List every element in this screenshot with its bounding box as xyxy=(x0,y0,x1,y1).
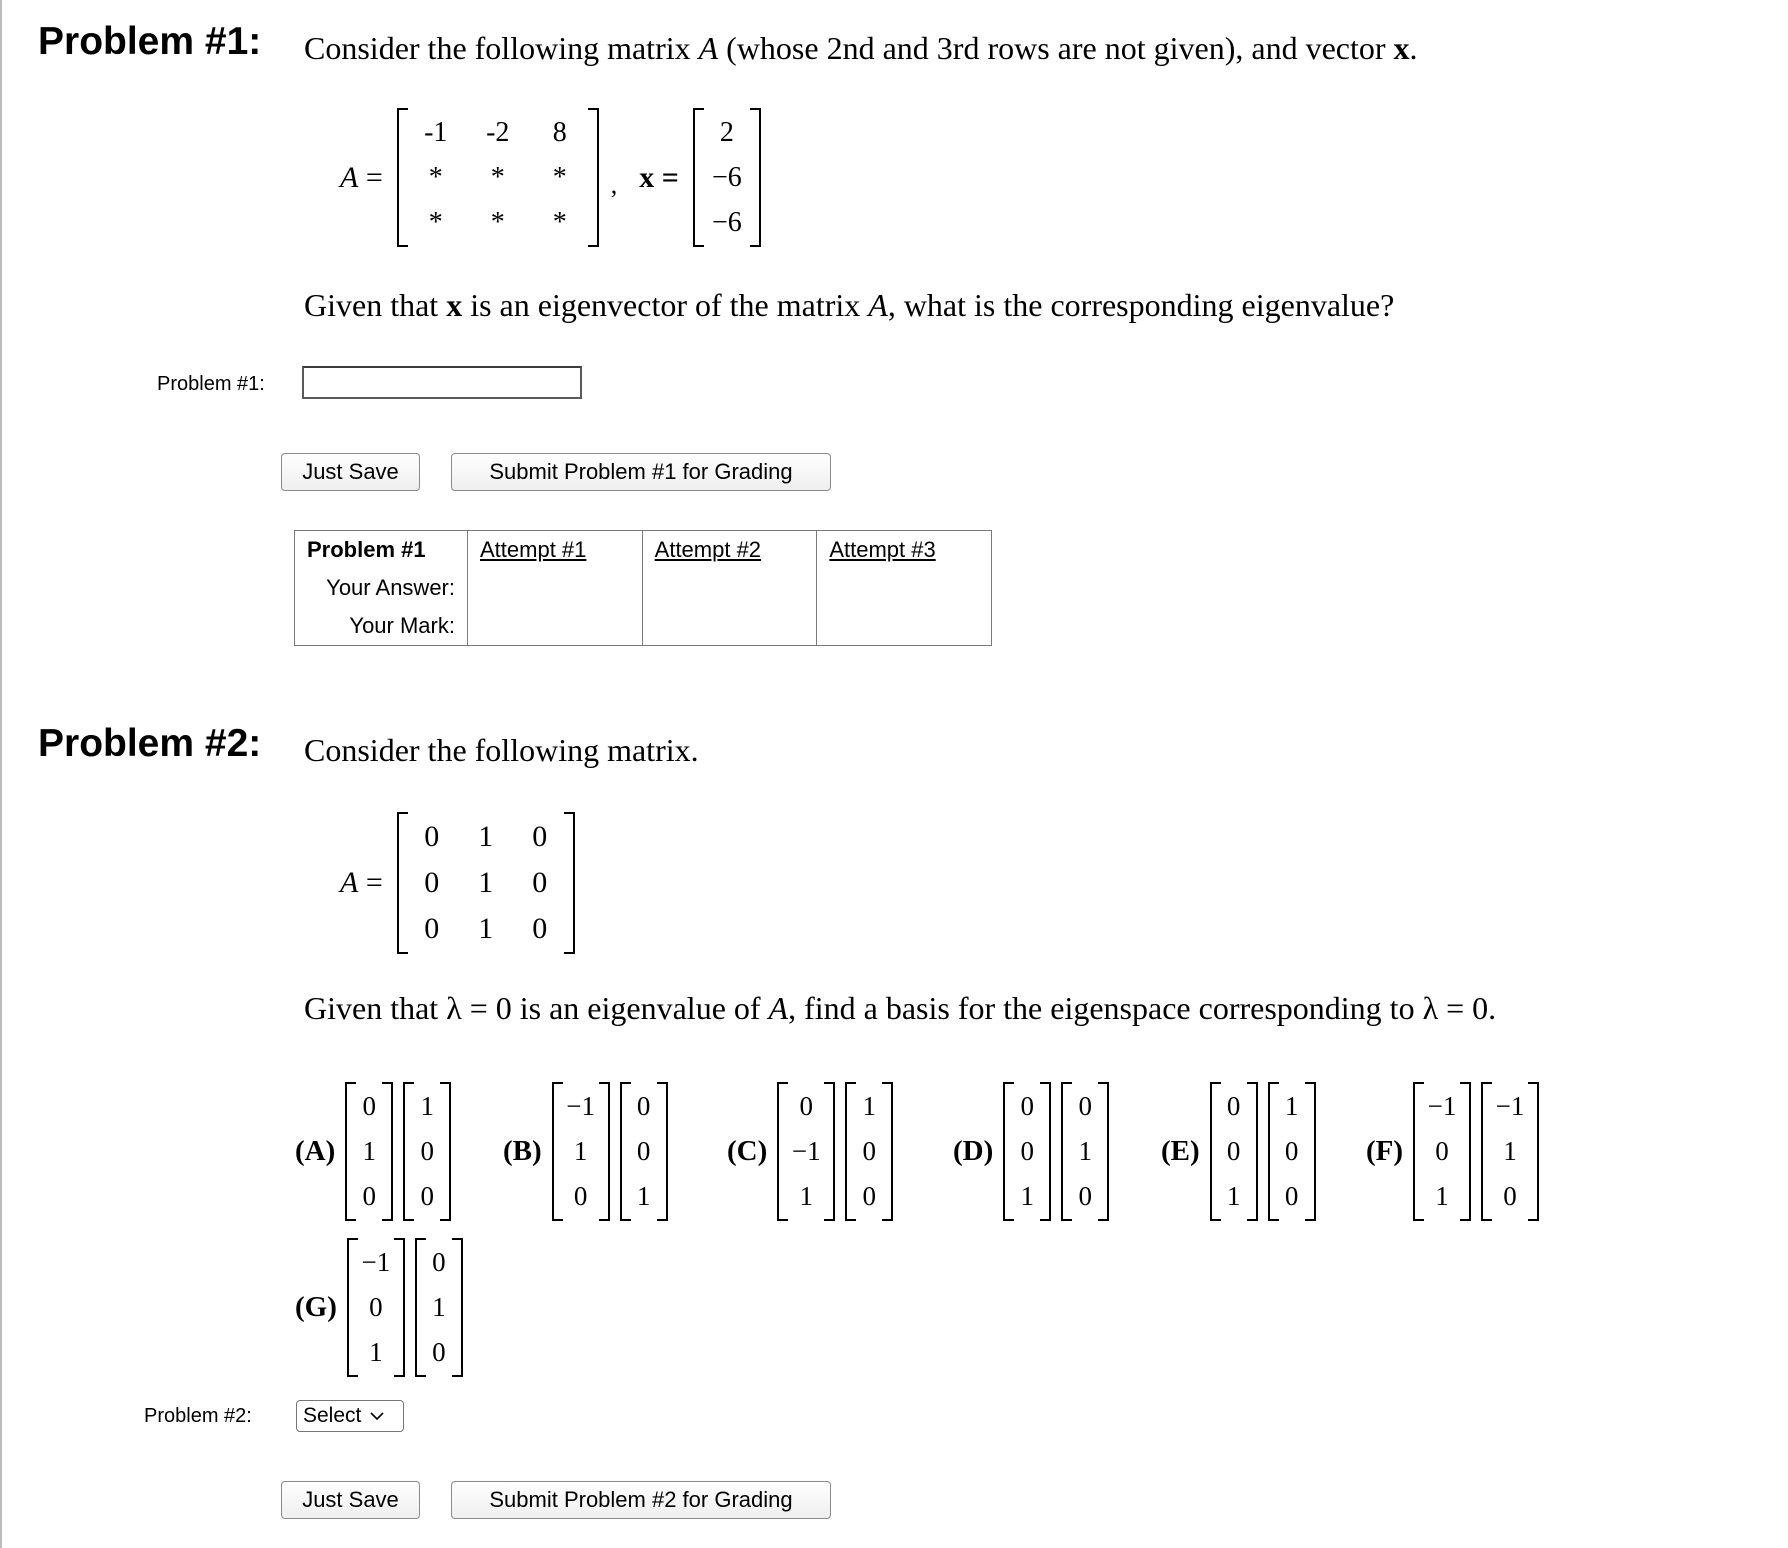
vector-cell: 0 xyxy=(1020,1091,1035,1121)
vector-cell: −1 xyxy=(566,1091,596,1121)
option-b xyxy=(503,1082,668,1221)
matrix-cell: -2 xyxy=(486,117,510,148)
option-e xyxy=(1161,1082,1316,1221)
attempt-3-header xyxy=(817,531,992,570)
option-label: (C) xyxy=(727,1135,768,1167)
vector-cell: 0 xyxy=(636,1091,651,1121)
vector-cell: 1 xyxy=(1020,1181,1035,1211)
table-row xyxy=(295,607,992,646)
basis-vector xyxy=(552,1082,610,1221)
matrix-cell: * xyxy=(552,207,567,238)
intro-var-a: A xyxy=(698,30,719,66)
vector-cell: 0 xyxy=(432,1337,446,1367)
vector-cell: 1 xyxy=(362,1136,377,1166)
basis-vector xyxy=(1210,1082,1258,1221)
option-a xyxy=(295,1082,451,1221)
basis-vector xyxy=(403,1082,451,1221)
basis-vector xyxy=(415,1238,463,1377)
basis-vector xyxy=(1061,1082,1109,1221)
problem-2-answer-select[interactable] xyxy=(296,1400,404,1432)
problem-2-just-save-button[interactable]: Just Save xyxy=(281,1481,420,1519)
table-cell xyxy=(468,607,643,646)
attempt-3-link[interactable]: Attempt #3 xyxy=(829,537,936,562)
vector-cell: −6 xyxy=(711,207,742,238)
problem-2-submit-button[interactable]: Submit Problem #2 for Grading xyxy=(451,1481,831,1519)
problem-1-just-save-button[interactable]: Just Save xyxy=(281,453,420,491)
matrix-a-label: A = xyxy=(340,866,383,899)
basis-vector xyxy=(1268,1082,1316,1221)
attempt-2-header xyxy=(642,531,817,570)
option-label: (E) xyxy=(1161,1135,1200,1167)
matrix-a xyxy=(397,108,599,247)
vector-cell: 0 xyxy=(1284,1136,1299,1166)
vector-cell: 0 xyxy=(636,1136,651,1166)
option-label: (B) xyxy=(503,1135,542,1167)
attempt-2-link[interactable]: Attempt #2 xyxy=(654,537,762,562)
vector-cell: 0 xyxy=(862,1181,877,1211)
vector-x-label: x = xyxy=(639,160,679,194)
intro-text: (whose 2nd and 3rd rows are not given), and vector xyxy=(718,30,1394,66)
vector-cell: 0 xyxy=(1020,1136,1035,1166)
table-cell xyxy=(642,607,817,646)
matrix-cell: * xyxy=(552,162,567,193)
matrix-cell: 0 xyxy=(532,912,548,945)
option-label: (G) xyxy=(295,1291,337,1323)
matrix-cell: 1 xyxy=(478,820,494,853)
matrix-cell: 0 xyxy=(532,866,548,899)
matrix-cell: 0 xyxy=(424,866,440,899)
basis-vector xyxy=(345,1082,393,1221)
matrix-a-label: A = xyxy=(340,160,383,194)
table-row xyxy=(295,531,992,570)
table-cell xyxy=(817,569,992,607)
intro-var-x: x xyxy=(1393,30,1410,66)
vector-cell: 0 xyxy=(420,1181,435,1211)
vector-cell: 0 xyxy=(1503,1181,1517,1211)
problem-2-answer-label: Problem #2: xyxy=(144,1405,252,1427)
option-label: (D) xyxy=(953,1135,994,1167)
vector-cell: −1 xyxy=(361,1247,391,1277)
basis-vector xyxy=(777,1082,835,1221)
vector-cell: −1 xyxy=(791,1136,821,1166)
question-text: = 0. xyxy=(1438,990,1497,1026)
attempt-1-header xyxy=(468,531,643,570)
option-label: (A) xyxy=(295,1135,336,1167)
problem-1-attempts-table xyxy=(294,530,992,646)
vector-cell: 0 xyxy=(362,1181,377,1211)
vector-cell: 0 xyxy=(432,1247,446,1277)
table-cell xyxy=(642,569,817,607)
vector-cell: 0 xyxy=(1226,1136,1241,1166)
basis-vector xyxy=(1481,1082,1539,1221)
matrix-cell: 1 xyxy=(478,912,494,945)
matrix-cell: * xyxy=(428,207,443,238)
matrix-cell: 8 xyxy=(552,117,567,148)
matrix-cell: * xyxy=(490,207,505,238)
vector-cell: 1 xyxy=(1435,1181,1449,1211)
matrix-cell: -1 xyxy=(424,117,448,148)
problem-2-question xyxy=(304,990,1496,1027)
vector-cell: 1 xyxy=(420,1091,435,1121)
basis-vector xyxy=(620,1082,668,1221)
problem-1-answer-input[interactable] xyxy=(302,366,582,399)
vector-cell: 1 xyxy=(1503,1136,1517,1166)
option-label: (F) xyxy=(1366,1135,1404,1167)
problem-1-answer-label: Problem #1: xyxy=(157,373,265,395)
vector-cell: 0 xyxy=(420,1136,435,1166)
select-value: Select xyxy=(303,1404,362,1427)
vector-cell: 0 xyxy=(369,1292,383,1322)
matrix-cell: 0 xyxy=(424,820,440,853)
matrix-cell: 0 xyxy=(532,820,548,853)
vector-cell: 0 xyxy=(1226,1091,1241,1121)
question-var-a: A xyxy=(768,990,789,1026)
chevron-down-icon xyxy=(369,1411,385,1421)
option-d xyxy=(953,1082,1109,1221)
vector-cell: 2 xyxy=(719,117,734,148)
problem-1-heading: Problem #1: xyxy=(38,20,262,63)
problem-1-matrix-equation xyxy=(340,108,761,247)
problem-1-submit-button[interactable]: Submit Problem #1 for Grading xyxy=(451,453,831,491)
question-text: Given that xyxy=(304,990,447,1026)
problem-2-intro: Consider the following matrix. xyxy=(304,732,699,768)
vector-cell: 1 xyxy=(573,1136,588,1166)
vector-cell: 1 xyxy=(1078,1136,1093,1166)
basis-vector xyxy=(1003,1082,1051,1221)
vector-cell: 0 xyxy=(1284,1181,1299,1211)
table-header-problem: Problem #1 xyxy=(307,537,426,562)
option-g xyxy=(295,1238,463,1377)
vector-cell: 1 xyxy=(799,1181,814,1211)
problem-2-matrix-equation xyxy=(340,812,575,954)
intro-text: Consider the following matrix xyxy=(304,30,699,66)
vector-cell: −6 xyxy=(711,162,742,193)
vector-cell: −1 xyxy=(1495,1091,1525,1121)
option-c xyxy=(727,1082,893,1221)
vector-cell: 0 xyxy=(862,1136,877,1166)
problem-1-question xyxy=(304,287,1394,324)
question-text: , find a basis for the eigenspace corresponding to xyxy=(788,990,1423,1026)
question-text: is an eigenvector of the matrix xyxy=(462,287,869,323)
comma: , xyxy=(610,169,618,199)
vector-cell: 1 xyxy=(369,1337,383,1367)
question-text: Given that xyxy=(304,287,447,323)
matrix-cell: * xyxy=(428,162,443,193)
intro-text: . xyxy=(1409,30,1418,66)
vector-cell: 1 xyxy=(432,1292,446,1322)
your-mark-label: Your Mark: xyxy=(349,613,455,638)
question-var-x: x xyxy=(446,287,463,323)
vector-cell: 0 xyxy=(1078,1091,1093,1121)
question-var-a: A xyxy=(868,287,888,323)
matrix-a xyxy=(397,812,575,954)
vector-cell: 0 xyxy=(1435,1136,1449,1166)
vector-cell: 1 xyxy=(1284,1091,1299,1121)
option-f xyxy=(1366,1082,1539,1221)
basis-vector xyxy=(347,1238,405,1377)
table-cell xyxy=(817,607,992,646)
lambda-symbol: λ xyxy=(446,990,462,1026)
page-left-border xyxy=(0,0,2,1548)
vector-cell: −1 xyxy=(1427,1091,1457,1121)
vector-cell: 0 xyxy=(573,1181,588,1211)
basis-vector xyxy=(845,1082,893,1221)
vector-cell: 1 xyxy=(636,1181,651,1211)
vector-cell: 0 xyxy=(362,1091,377,1121)
vector-cell: 1 xyxy=(862,1091,877,1121)
question-text: = 0 is an eigenvalue of xyxy=(461,990,769,1026)
vector-x xyxy=(693,108,761,247)
table-row xyxy=(295,569,992,607)
basis-vector xyxy=(1413,1082,1471,1221)
attempt-1-link[interactable]: Attempt #1 xyxy=(480,537,587,562)
table-cell xyxy=(468,569,643,607)
vector-cell: 0 xyxy=(1078,1181,1093,1211)
lambda-symbol: λ xyxy=(1422,990,1439,1026)
your-answer-label: Your Answer: xyxy=(326,575,455,600)
vector-cell: 1 xyxy=(1226,1181,1241,1211)
vector-cell: 0 xyxy=(799,1091,814,1121)
matrix-cell: 1 xyxy=(478,866,494,899)
problem-1-intro xyxy=(304,30,1418,67)
matrix-cell: * xyxy=(490,162,505,193)
problem-2-heading: Problem #2: xyxy=(38,722,262,765)
question-text: , what is the corresponding eigenvalue? xyxy=(887,287,1395,323)
matrix-cell: 0 xyxy=(424,912,440,945)
